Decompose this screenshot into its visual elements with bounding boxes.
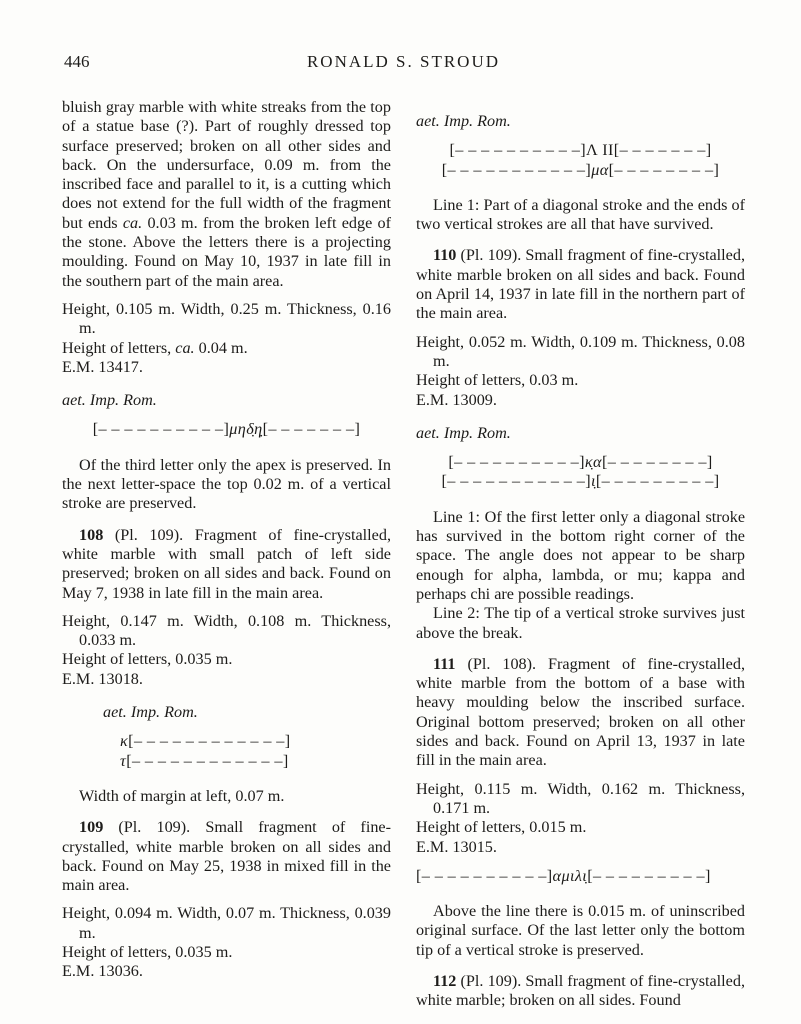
- paragraph: [62, 787, 391, 806]
- text-segment: 0.03 m. from the broken left edge of the stone. Above the letters there is a projecting moulding. Found on May 10, 1937 in late fill in the southern part of the main area.: [62, 213, 391, 290]
- inscription-block: [416, 141, 745, 180]
- text-segment: Height, 0.094 m. Width, 0.07 m. Thickness, 0.039 m.: [62, 904, 391, 942]
- measurement-line: [62, 358, 391, 377]
- text-segment: (Pl. 109). Small fragment of fine-crystalled, white marble broken on all sides and back. Found on April 14, 1937 in late fill in the northern part of the main area.: [416, 246, 745, 323]
- item-number: 112: [433, 971, 457, 990]
- italic-text: μα: [591, 160, 609, 179]
- inscription-line: [416, 453, 745, 472]
- text-segment: [– – – – – – – –]: [608, 160, 720, 179]
- italic-text: aet. Imp. Rom.: [103, 703, 198, 722]
- text-segment: Line 1: Of the first letter only a diagonal stroke has survived in the bottom right corner of the space. The angle does not appear to be sharp enough for alpha, lambda, or mu; kappa and perhaps chi are possible readings.: [416, 507, 745, 603]
- text-segment: bluish gray marble with white streaks from the top of a statue base (?). Part of roughly dressed top surface preserved; broken on all other sides and back. On the undersurface, 0.09 m. from the inscribed face and parallel to it, is a cutting which does not extend for the full width of the fragment but ends: [62, 98, 391, 232]
- item-number: 108: [79, 525, 104, 544]
- measurement-line: [62, 943, 391, 962]
- text-segment: Height of letters, 0.03 m.: [416, 371, 579, 390]
- measurements-block: [416, 333, 745, 410]
- text-segment: [– – – – – – – – – –]: [449, 141, 587, 160]
- text-columns: [62, 98, 745, 1011]
- text-segment: [– – – – – – – –]: [601, 453, 713, 472]
- text-segment: Height, 0.115 m. Width, 0.162 m. Thickness, 0.171 m.: [416, 779, 745, 817]
- inscription-line: [416, 161, 745, 180]
- text-segment: Height of letters, 0.035 m.: [62, 650, 233, 669]
- paragraph: [416, 655, 745, 771]
- text-segment: (Pl. 109). Fragment of fine-crystalled, white marble with small patch of left side preserved; broken on all sides and back. Found on May 7, 1938 in late fill in the main area.: [62, 525, 391, 602]
- measurement-line: [62, 300, 391, 339]
- inscription-line: [120, 752, 391, 771]
- text-segment: [– – – – – – – – – – – –]: [126, 751, 289, 770]
- text-segment: Λ ΙΙ: [586, 141, 614, 160]
- text-segment: [– – – – – – – – – – – –]: [128, 732, 291, 751]
- inscription-block: [62, 732, 391, 771]
- italic-text: αμιλι̣: [552, 866, 588, 885]
- paragraph: [416, 604, 745, 643]
- paragraph: [62, 526, 391, 603]
- italic-text: aet. Imp. Rom.: [416, 423, 511, 442]
- text-segment: [– – – – – – –]: [262, 420, 361, 439]
- text-segment: E.M. 13018.: [62, 669, 143, 688]
- italic-text: μηδ̣η̣: [229, 420, 263, 439]
- measurement-line: [416, 371, 745, 390]
- inscription-line: [416, 141, 745, 160]
- measurement-line: [416, 838, 745, 857]
- measurement-line: [62, 670, 391, 689]
- item-number: 111: [433, 654, 456, 673]
- text-segment: (Pl. 109). Small fragment of fine-crystalled, white marble broken on all sides and back. Found on May 25, 1938 in mixed fill in the main area.: [62, 818, 391, 895]
- measurement-line: [416, 333, 745, 372]
- text-segment: E.M. 13009.: [416, 390, 497, 409]
- running-head: RONALD S. STROUD: [306, 52, 501, 71]
- text-segment: [– – – – – – – – – – –]: [441, 472, 591, 491]
- left-column: [62, 98, 391, 991]
- page-number: 446: [64, 52, 90, 71]
- date-heading: [62, 391, 391, 410]
- paragraph: [416, 972, 745, 1011]
- page-header: [62, 52, 745, 74]
- text-segment: Height of letters, 0.035 m.: [62, 942, 233, 961]
- inscription-line: [120, 732, 391, 751]
- measurement-line: [416, 391, 745, 410]
- text-segment: Height, 0.052 m. Width, 0.109 m. Thickness, 0.08 m.: [416, 332, 745, 370]
- measurement-line: [62, 339, 391, 358]
- paragraph: [416, 246, 745, 323]
- inscription-block: [416, 867, 745, 886]
- date-heading: [416, 112, 745, 131]
- text-segment: E.M. 13015.: [416, 837, 497, 856]
- text-segment: (Pl. 108). Fragment of fine-crystalled, white marble from the bottom of a base with heavy moulding below the inscribed surface. Original bottom preserved; broken on all other sides and back. Found on April 13, 1937 in late fill in the main area.: [416, 654, 745, 770]
- measurement-line: [416, 818, 745, 837]
- text-segment: [– – – – – – – – – –]: [92, 420, 230, 439]
- measurement-line: [62, 904, 391, 943]
- measurements-block: [62, 612, 391, 689]
- text-segment: (Pl. 109). Small fragment of fine-crystalled, white marble; broken on all sides. Found: [416, 971, 745, 1010]
- text-segment: E.M. 13417.: [62, 357, 143, 376]
- italic-text: κ: [120, 732, 129, 751]
- text-segment: [– – – – – – –]: [613, 141, 712, 160]
- paragraph: [62, 98, 391, 291]
- paragraph: [62, 456, 391, 514]
- text-segment: Above the line there is 0.015 m. of uninscribed original surface. Of the last letter only the bottom tip of a vertical stroke is preserved.: [416, 902, 745, 959]
- text-segment: Line 1: Part of a diagonal stroke and the ends of two vertical strokes are all that have survived.: [416, 195, 745, 234]
- text-segment: Of the third letter only the apex is preserved. In the next letter-space the top 0.02 m. of a vertical stroke are preserved.: [62, 455, 391, 513]
- inscription-block: [416, 453, 745, 492]
- measurement-line: [62, 962, 391, 981]
- item-number: 109: [79, 818, 104, 837]
- item-number: 110: [433, 246, 457, 265]
- date-heading: [62, 703, 391, 722]
- text-segment: Line 2: The tip of a vertical stroke survives just above the break.: [416, 604, 745, 642]
- measurement-line: [62, 650, 391, 669]
- inscription-line: [62, 420, 391, 439]
- text-segment: Height of letters, 0.015 m.: [416, 818, 587, 837]
- text-segment: [– – – – – – – – –]: [595, 472, 720, 491]
- measurements-block: [62, 904, 391, 981]
- text-segment: E.M. 13036.: [62, 962, 143, 981]
- text-segment: Width of margin at left, 0.07 m.: [79, 786, 285, 805]
- text-segment: Height, 0.105 m. Width, 0.25 m. Thickness, 0.16 m.: [62, 299, 391, 338]
- italic-text: ca.: [175, 338, 195, 357]
- italic-text: aet. Imp. Rom.: [62, 391, 157, 410]
- inscription-line: [416, 867, 745, 886]
- text-segment: Height of letters,: [62, 338, 176, 357]
- paragraph: [416, 902, 745, 960]
- italic-text: ι̣: [590, 472, 596, 491]
- text-segment: [– – – – – – – – – –]: [448, 453, 585, 472]
- italic-text: aet. Imp. Rom.: [416, 112, 511, 130]
- right-column: [416, 98, 745, 1011]
- measurement-line: [416, 780, 745, 819]
- measurements-block: [62, 300, 391, 377]
- measurements-block: [416, 780, 745, 857]
- text-segment: Height, 0.147 m. Width, 0.108 m. Thickness, 0.033 m.: [62, 611, 391, 650]
- measurement-line: [62, 612, 391, 651]
- text-segment: [– – – – – – – – – –]: [416, 866, 553, 885]
- inscription-line: [416, 472, 745, 491]
- text-segment: [– – – – – – – – – – –]: [441, 160, 592, 179]
- paragraph: [62, 818, 391, 895]
- italic-text: ca.: [122, 213, 143, 232]
- italic-text: κ̣α: [584, 453, 602, 472]
- paragraph: [416, 508, 745, 604]
- date-heading: [416, 424, 745, 443]
- text-segment: [– – – – – – – – –]: [587, 866, 711, 885]
- inscription-block: [62, 420, 391, 439]
- italic-text: τ: [120, 751, 127, 770]
- text-segment: 0.04 m.: [194, 338, 248, 357]
- paragraph: [416, 196, 745, 235]
